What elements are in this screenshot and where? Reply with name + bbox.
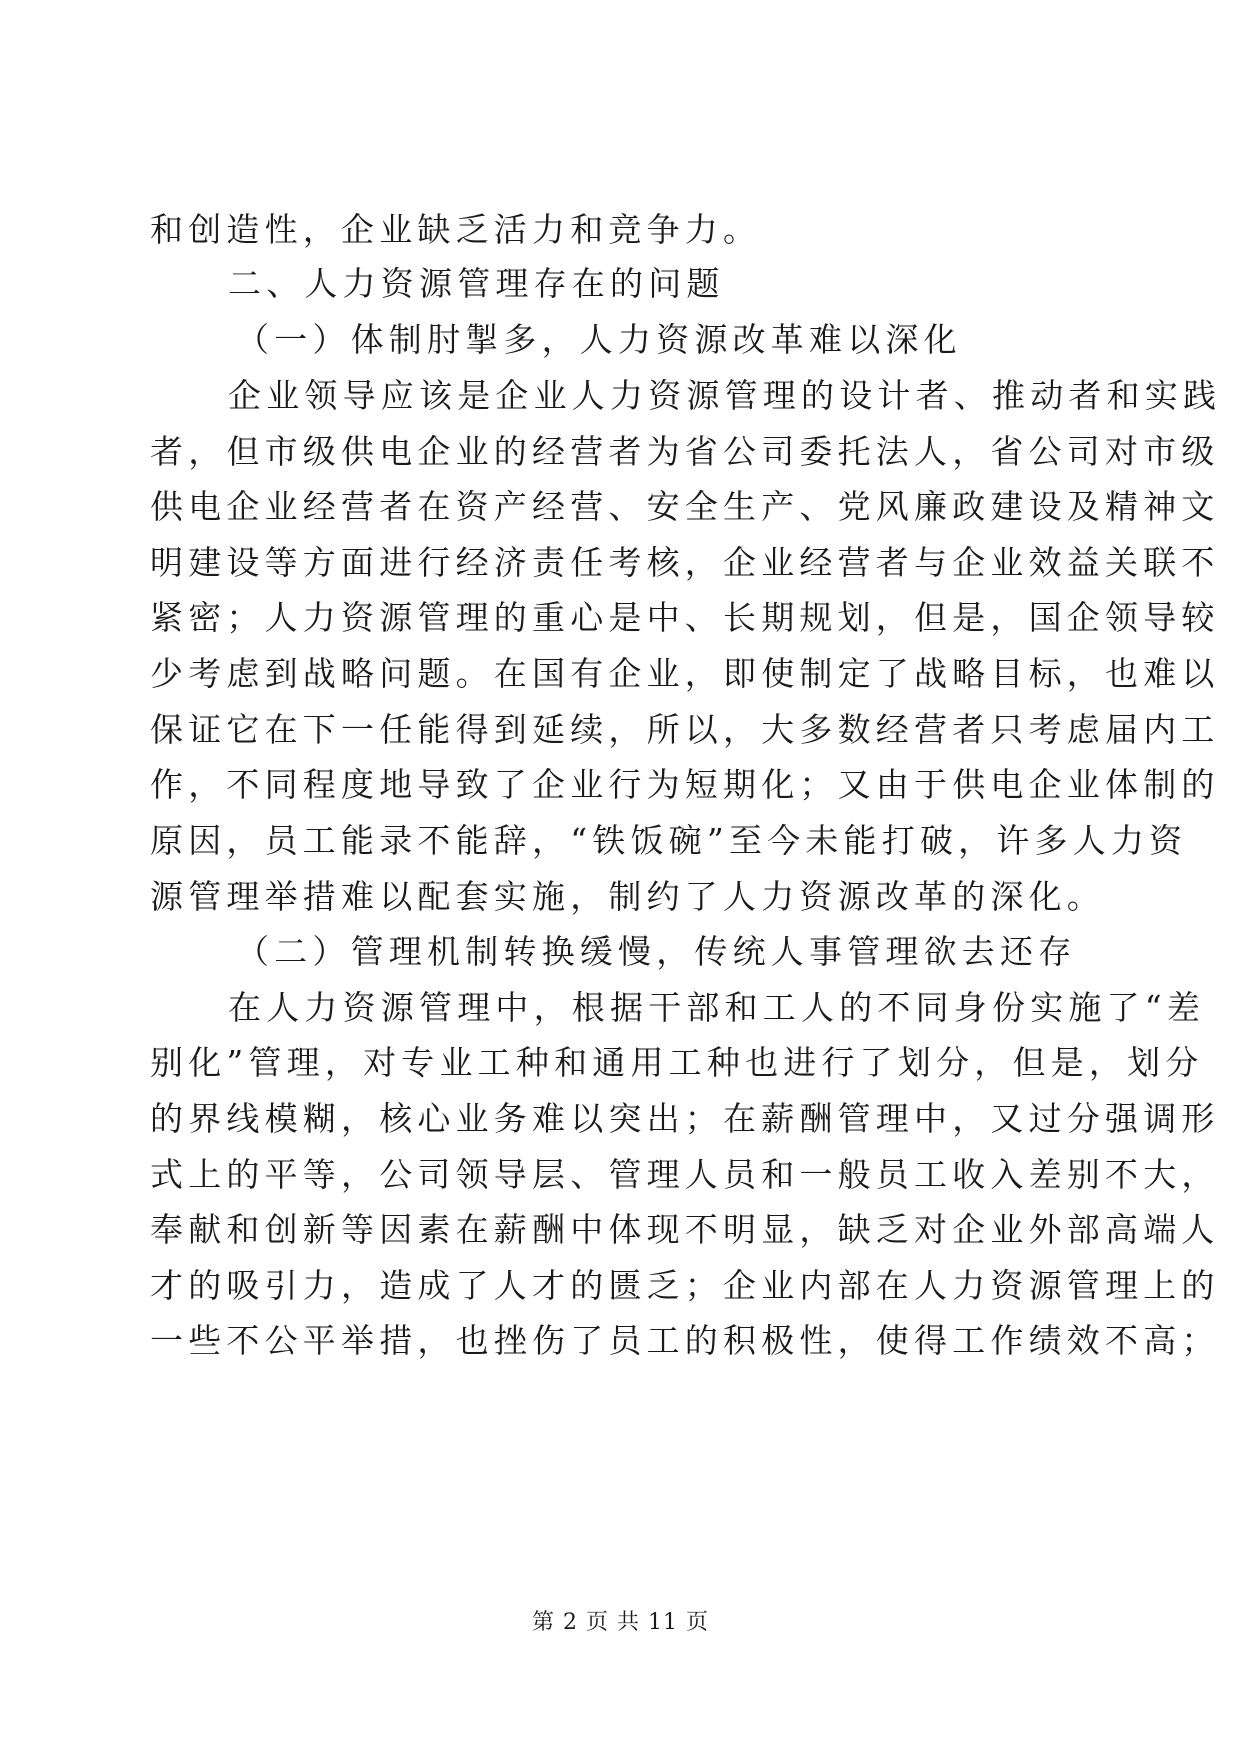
text-line: 式上的平等，公司领导层、管理人员和一般员工收入差别不大， bbox=[150, 1155, 1220, 1194]
text-line: 明建设等方面进行经济责任考核，企业经营者与企业效益关联不 bbox=[150, 543, 1220, 582]
page-number-footer: 第 2 页 共 11 页 bbox=[532, 1610, 709, 1635]
text-line: 一些不公平举措，也挫伤了员工的积极性，使得工作绩效不高； bbox=[150, 1321, 1220, 1360]
text-line: 别化”管理，对专业工种和通用工种也进行了划分，但是，划分 bbox=[150, 1043, 1204, 1082]
text-line: 作，不同程度地导致了企业行为短期化；又由于供电企业体制的 bbox=[150, 765, 1220, 804]
text-line: 的界线模糊，核心业务难以突出；在薪酬管理中，又过分强调形 bbox=[150, 1099, 1220, 1138]
paragraph-first-line: 企业领导应该是企业人力资源管理的设计者、推动者和实践 bbox=[228, 376, 1222, 415]
text-line: 源管理举措难以配套实施，制约了人力资源改革的深化。 bbox=[150, 877, 1105, 916]
text-line: 者，但市级供电企业的经营者为省公司委托法人，省公司对市级 bbox=[150, 432, 1220, 471]
text-line: 少考虑到战略问题。在国有企业，即使制定了战略目标，也难以 bbox=[150, 654, 1220, 693]
paragraph-first-line: 在人力资源管理中，根据干部和工人的不同身份实施了“差 bbox=[228, 988, 1206, 1027]
text-line: 奉献和创新等因素在薪酬中体现不明显，缺乏对企业外部高端人 bbox=[150, 1210, 1220, 1249]
text-line: 紧密；人力资源管理的重心是中、长期规划，但是，国企领导较 bbox=[150, 598, 1220, 637]
subsection-heading: （二）管理机制转换缓慢，传统人事管理欲去还存 bbox=[236, 932, 1077, 971]
text-line: 和创造性，企业缺乏活力和竞争力。 bbox=[150, 210, 762, 249]
section-heading: 二、人力资源管理存在的问题 bbox=[228, 264, 725, 303]
text-line: 原因，员工能录不能辞，“铁饭碗”至今未能打破，许多人力资 bbox=[150, 821, 1188, 860]
text-line: 保证它在下一任能得到延续，所以，大多数经营者只考虑届内工 bbox=[150, 710, 1220, 749]
text-line: 才的吸引力，造成了人才的匮乏；企业内部在人力资源管理上的 bbox=[150, 1266, 1220, 1305]
text-line: 供电企业经营者在资产经营、安全生产、党风廉政建设及精神文 bbox=[150, 487, 1220, 526]
subsection-heading: （一）体制肘掣多，人力资源改革难以深化 bbox=[236, 320, 962, 359]
